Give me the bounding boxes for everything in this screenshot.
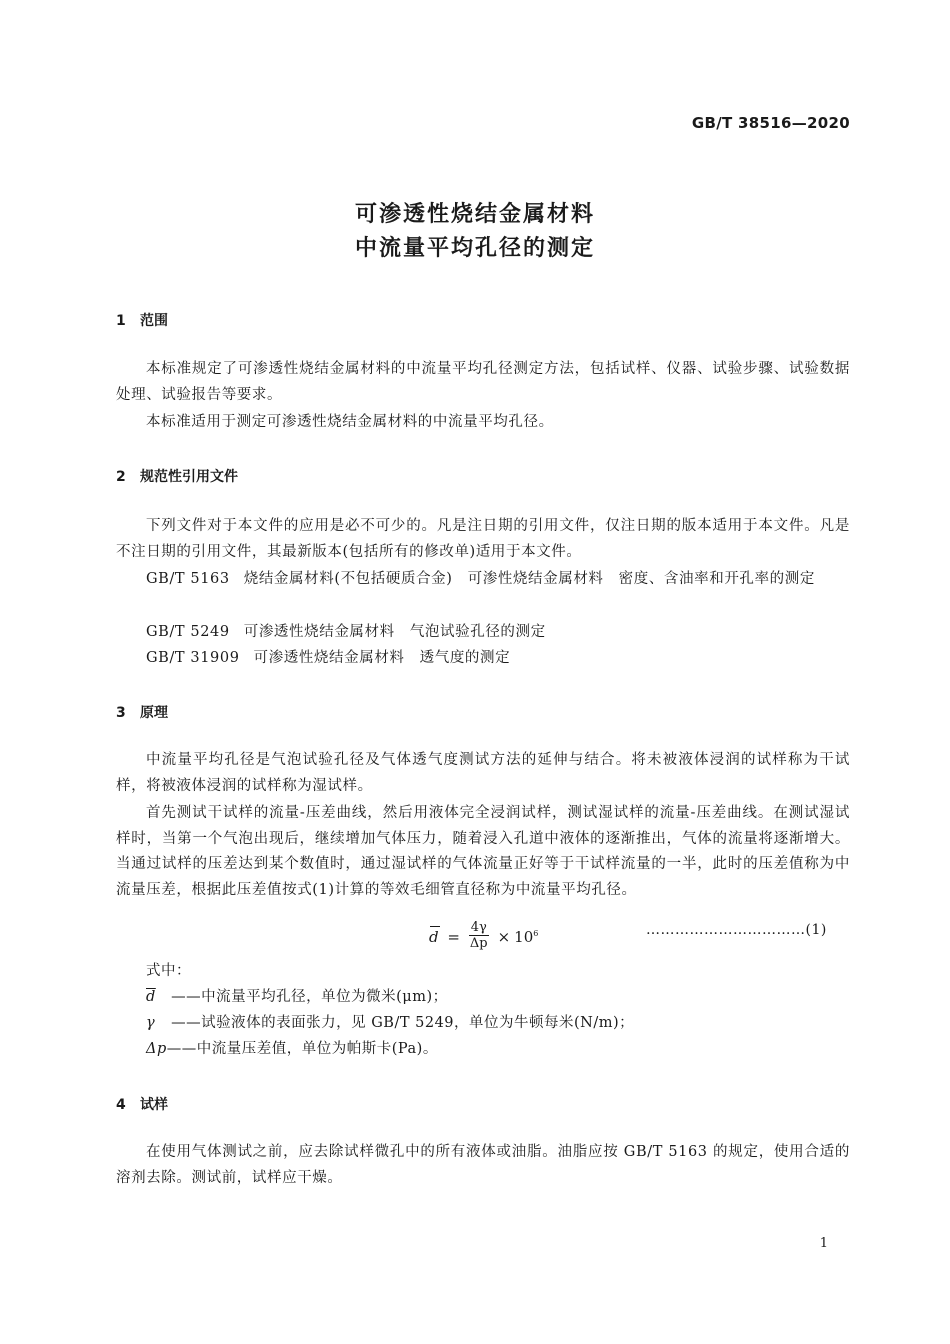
definition-symbol: Δp (146, 1041, 167, 1057)
section-1-paragraph-2: 本标准适用于测定可渗透性烧结金属材料的中流量平均孔径。 (146, 414, 554, 430)
section-1-heading (116, 310, 168, 330)
definition-symbol: $\overline{d}$ (146, 989, 156, 1005)
section-4-heading (116, 1094, 168, 1114)
formula-lhs: d (429, 928, 439, 946)
section-number: 4 (116, 1097, 126, 1113)
section-title: 原理 (140, 705, 168, 721)
definition-symbol: γ (146, 1015, 156, 1031)
standard-number: GB/T 38516—2020 (691, 114, 850, 132)
section-3-heading (116, 702, 168, 722)
reference-item (116, 567, 850, 593)
formula-base: 10 (514, 928, 534, 946)
section-title: 规范性引用文件 (140, 469, 238, 485)
formula-exponent: 6 (533, 929, 539, 938)
formula-fraction (469, 920, 489, 952)
section-2-paragraph-1: 下列文件对于本文件的应用是必不可少的。凡是注日期的引用文件，仅注日期的版本适用于本文件。凡是不注日期的引用文件，其最新版本(包括所有的修改单)适用于本文件。 (116, 518, 850, 560)
definition-item (146, 1011, 634, 1037)
reference-item (116, 620, 850, 646)
section-number: 1 (116, 313, 126, 329)
definition-text: ——试验液体的表面张力，见 GB/T 5249，单位为牛顿每米(N/m)； (171, 1015, 635, 1031)
definition-text: ——中流量压差值，单位为帕斯卡(Pa)。 (166, 1041, 438, 1057)
document-title-line-2: 中流量平均孔径的测定 (354, 236, 595, 261)
section-number: 3 (116, 705, 126, 721)
equation-number: ……………………………(1) (646, 922, 827, 938)
document-title-line-1: 可渗透性烧结金属材料 (354, 202, 595, 227)
where-label: 式中： (146, 963, 191, 979)
definition-item (146, 1037, 438, 1063)
formula-equals: = (447, 928, 460, 946)
reference-title: 可渗透性烧结金属材料 气泡试验孔径的测定 (243, 624, 546, 640)
definition-item (146, 985, 448, 1011)
section-3-paragraph-2: 首先测试干试样的流量-压差曲线，然后用液体完全浸润试样，测试湿试样的流量-压差曲线。在测试湿试样时，当第一个气泡出现后，继续增加气体压力，随着浸入孔道中液体的逐渐推出，气体的流量将逐渐增大。当通过试样的压差达到某个数值时，通过湿试样的气体流量正好等于干试样流量的一半，此时的压差值称为中流量压差，根据此压差值按式(1)计算的等效毛细管直径称为中流量平均孔径。 (116, 805, 850, 898)
section-number: 2 (116, 469, 126, 485)
definition-text: ——中流量平均孔径，单位为微米(μm)； (171, 989, 448, 1005)
reference-code: GB/T 5163 (146, 571, 230, 587)
reference-title: 可渗透性烧结金属材料 透气度的测定 (253, 650, 511, 666)
fraction-denominator: Δp (469, 936, 488, 951)
fraction-numerator: 4γ (470, 920, 487, 935)
reference-title: 烧结金属材料(不包括硬质合金) 可渗性烧结金属材料 密度、含油率和开孔率的测定 (243, 571, 815, 587)
section-2-heading (116, 466, 238, 486)
section-4-paragraph-1: 在使用气体测试之前，应去除试样微孔中的所有液体或油脂。油脂应按 GB/T 5163 的规定，使用合适的溶剂去除。测试前，试样应干燥。 (116, 1144, 850, 1186)
section-title: 试样 (140, 1097, 168, 1113)
formula-1 (429, 922, 538, 956)
reference-item (116, 646, 850, 672)
section-3-paragraph-1: 中流量平均孔径是气泡试验孔径及气体透气度测试方法的延伸与结合。将未被液体浸润的试样称为干试样，将被液体浸润的试样称为湿试样。 (116, 752, 850, 794)
section-title: 范围 (140, 313, 168, 329)
formula-times: × (497, 928, 511, 946)
overline (430, 926, 440, 927)
page-number: 1 (819, 1236, 828, 1251)
section-1-paragraph-1: 本标准规定了可渗透性烧结金属材料的中流量平均孔径测定方法，包括试样、仪器、试验步骤、试验数据处理、试验报告等要求。 (116, 361, 850, 403)
reference-code: GB/T 31909 (146, 650, 240, 666)
reference-code: GB/T 5249 (146, 624, 230, 640)
